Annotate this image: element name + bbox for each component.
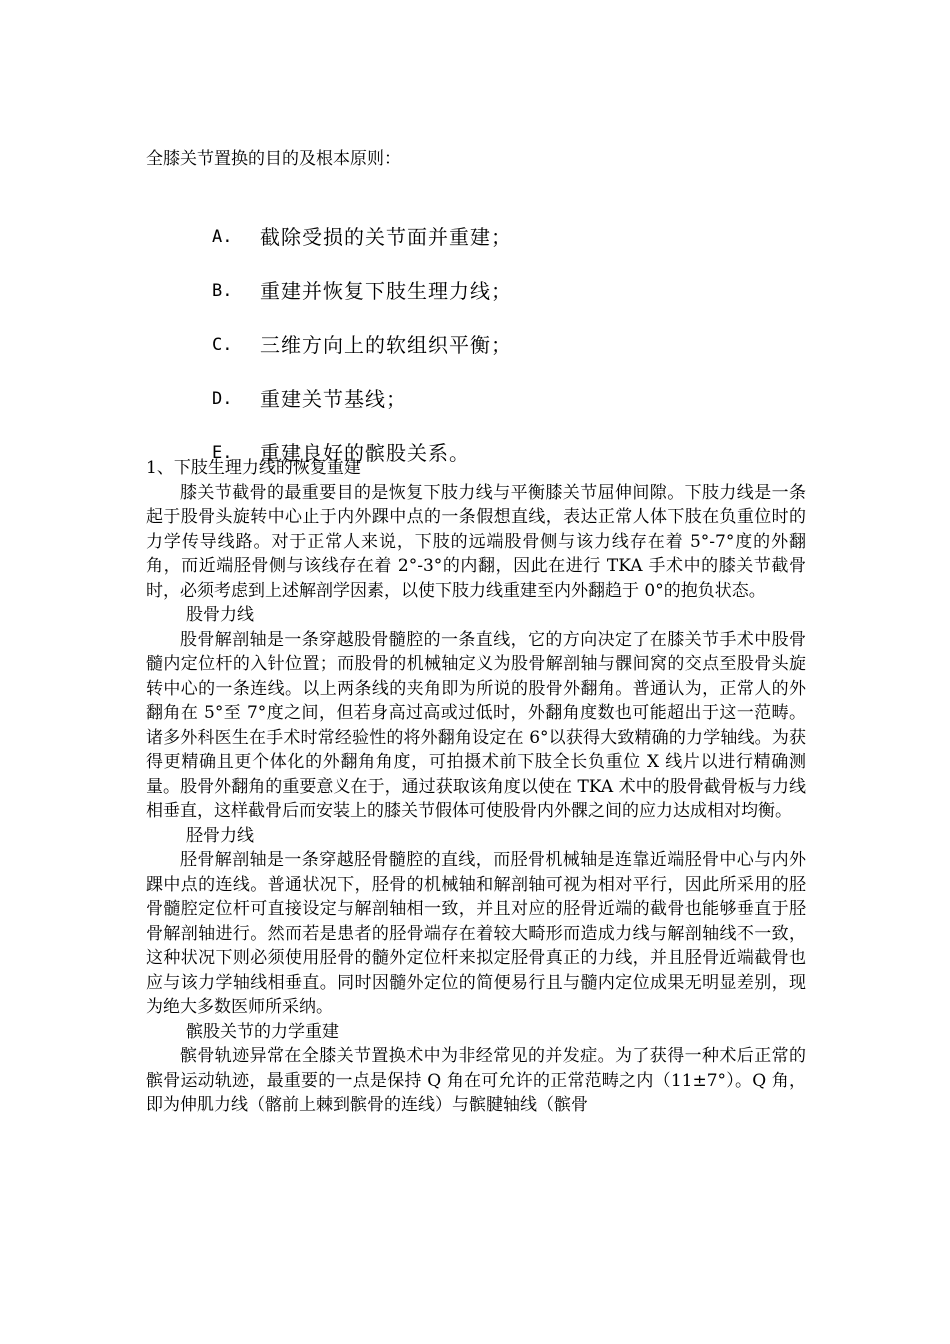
principle-letter: A. — [212, 227, 233, 247]
principle-text: 截除受损的关节面并重建； — [260, 225, 512, 249]
principle-item-d — [212, 384, 512, 438]
principles-list — [212, 222, 512, 492]
principle-text: 重建良好的髌股关系。 — [260, 441, 470, 465]
principle-text: 重建并恢复下肢生理力线； — [260, 279, 512, 303]
principle-letter: C. — [212, 335, 233, 355]
principle-letter: B. — [212, 281, 233, 301]
principle-letter: D. — [212, 389, 233, 409]
principle-item-b — [212, 276, 512, 330]
patellofemoral-paragraph: 髌骨轨迹异常在全膝关节置换术中为非经常见的并发症。为了获得一种术后正常的髌骨运动轨迹，最重要的一点是保持 Q 角在可允许的正常范畴之内（11±7°）。Q 角，即为伸肌力线（髂前上棘到髌骨的连线）与髌腱轴线（髌骨 — [146, 1046, 806, 1115]
principle-letter: E. — [212, 443, 233, 463]
subsection-heading-patellofemoral: 髌股关节的力学重建 — [186, 1021, 339, 1042]
section-paragraph: 膝关节截骨的最重要目的是恢复下肢力线与平衡膝关节屈伸间隙。下肢力线是一条起于股骨头旋转中心止于内外踝中点的一条假想直线，表达正常人体下肢在负重位时的力学传导线路。对于正常人来说，下肢的远端股骨侧与该力线存在着 5°-7°度的外翻角，而近端胫骨侧与该线存在着 2°-3°的内翻，因此在进行 TKA 手术中的膝关节截骨时，必须考虑到上述解剖学因素，以使下肢力线重建至内外翻趋于 0°的抱负状态。 — [146, 482, 806, 601]
intro-title: 全膝关节置换的目的及根本原则： — [146, 149, 401, 169]
principle-item-c — [212, 330, 512, 384]
principle-text: 重建关节基线； — [260, 387, 407, 411]
femur-paragraph: 股骨解剖轴是一条穿越股骨髓腔的一条直线，它的方向决定了在膝关节手术中股骨髓内定位杆的入针位置；而股骨的机械轴定义为股骨解剖轴与髁间窝的交点至股骨头旋转中心的一条连线。以上两条线的夹角即为所说的股骨外翻角。普通认为，正常人的外翻角在 5°至 7°度之间，但若身高过高或过低时，外翻角度数也可能超出于这一范畴。诸多外科医生在手术时常经验性的将外翻角设定在 6°以获得大致精确的力学轴线。为获得更精确且更个体化的外翻角角度，可拍摄术前下肢全长负重位 X 线片以进行精确测量。股骨外翻角的重要意义在于，通过获取该角度以使在 TKA 术中的股骨截骨板与力线相垂直，这样截骨后而安装上的膝关节假体可使股骨内外髁之间的应力达成相对均衡。 — [146, 629, 806, 821]
subsection-heading-femur: 股骨力线 — [186, 605, 254, 625]
subsection-heading-tibia: 胫骨力线 — [186, 825, 254, 846]
body-text — [146, 456, 806, 1118]
principle-text: 三维方向上的软组织平衡； — [260, 333, 512, 357]
principle-item-a — [212, 222, 512, 276]
section-heading: 1、下肢生理力线的恢复重建 — [146, 458, 361, 478]
tibia-paragraph: 胫骨解剖轴是一条穿越胫骨髓腔的直线，而胫骨机械轴是连靠近端胫骨中心与内外踝中点的连线。普通状况下，胫骨的机械轴和解剖轴可视为相对平行，因此所采用的胫骨髓腔定位杆可直接设定与解剖轴相一致，并且对应的胫骨近端的截骨也能够垂直于胫骨解剖轴进行。然而若是患者的胫骨端存在着较大畸形而造成力线与解剖轴线不一致，这种状况下则必须使用胫骨的髓外定位杆来拟定胫骨真正的力线，并且胫骨近端截骨也应与该力学轴线相垂直。同时因髓外定位的简便易行且与髓内定位成果无明显差别，现为绝大多数医师所采纳。 — [146, 850, 806, 1017]
